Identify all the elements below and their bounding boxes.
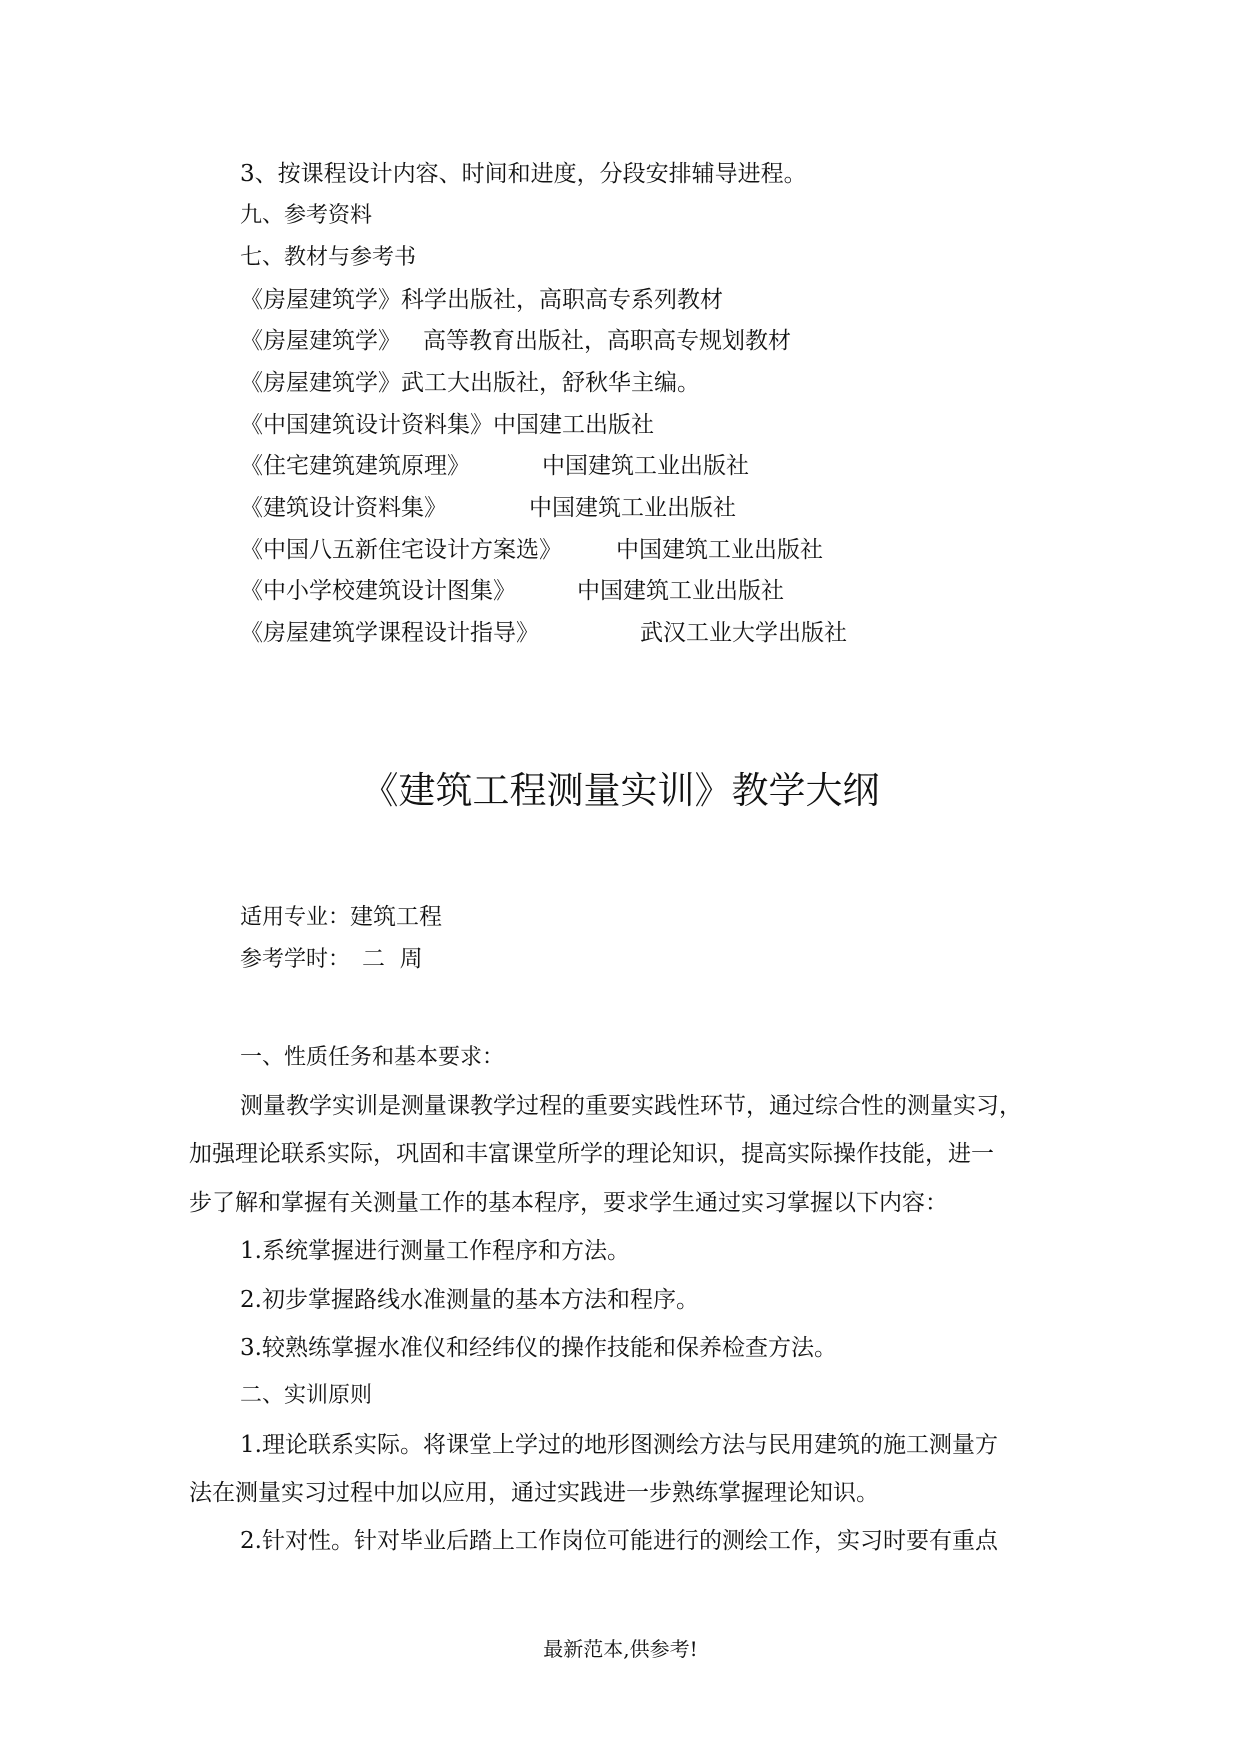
- hours-line: [240, 944, 423, 975]
- list-item: 2.初步掌握路线水准测量的基本方法和程序。: [240, 1287, 699, 1313]
- reference-publisher: 科学出版社，高职高专系列教材: [401, 287, 723, 313]
- reference-title: 《房屋建筑学》: [240, 370, 401, 396]
- major-label: 适用专业：: [240, 905, 351, 930]
- reference-item: [240, 410, 654, 440]
- reference-title: 《房屋建筑学课程设计指导》: [240, 620, 539, 646]
- reference-item: [240, 535, 940, 565]
- list-item-3: 3、按课程设计内容、时间和进度，分段安排辅导进程。: [240, 161, 807, 187]
- reference-item: [240, 285, 723, 315]
- reference-title: 《中小学校建筑设计图集》: [240, 578, 516, 604]
- reference-item: [240, 493, 940, 523]
- paragraph-line: 测量教学实训是测量课教学过程的重要实践性环节，通过综合性的测量实习，: [240, 1093, 1022, 1119]
- reference-publisher: 中国建筑工业出版社: [529, 495, 736, 521]
- section-heading-references: 九、参考资料: [240, 203, 373, 228]
- reference-title: 《中国八五新住宅设计方案选》: [240, 537, 562, 563]
- paragraph-line: 加强理论联系实际，巩固和丰富课堂所学的理论知识，提高实际操作技能，进一: [189, 1141, 994, 1167]
- hours-value: 二 周: [362, 946, 423, 972]
- reference-item: [240, 451, 940, 481]
- list-item: 3.较熟练掌握水准仪和经纬仪的操作技能和保养检查方法。: [240, 1335, 837, 1361]
- reference-publisher: 中国建筑工业出版社: [542, 453, 749, 479]
- document-title: 《建筑工程测量实训》教学大纲: [361, 769, 880, 812]
- section-heading-1: 一、性质任务和基本要求：: [240, 1045, 505, 1070]
- reference-item: [240, 618, 940, 648]
- reference-item: [240, 576, 940, 606]
- major-value: 建筑工程: [350, 904, 443, 930]
- list-item: 1.系统掌握进行测量工作程序和方法。: [240, 1238, 630, 1264]
- page-footer: 最新范本,供参考!: [543, 1637, 698, 1661]
- reference-title: 《住宅建筑建筑原理》: [240, 453, 470, 479]
- reference-publisher: 中国建工出版社: [493, 412, 654, 438]
- reference-publisher: 高等教育出版社，高职高专规划教材: [423, 328, 791, 354]
- reference-title: 《中国建筑设计资料集》: [240, 412, 493, 438]
- reference-publisher: 中国建筑工业出版社: [577, 578, 784, 604]
- reference-title: 《房屋建筑学》: [240, 287, 401, 313]
- paragraph-line: 步了解和掌握有关测量工作的基本程序，要求学生通过实习掌握以下内容：: [189, 1190, 948, 1216]
- reference-item: [240, 368, 700, 398]
- reference-publisher: 武汉工业大学出版社: [640, 620, 847, 646]
- section-heading-textbooks: 七、教材与参考书: [240, 245, 417, 270]
- reference-publisher: 武工大出版社，舒秋华主编。: [401, 370, 700, 396]
- hours-label: 参考学时：: [240, 947, 351, 972]
- reference-title: 《建筑设计资料集》: [240, 495, 447, 521]
- section-heading-2: 二、实训原则: [240, 1383, 373, 1408]
- reference-publisher: 中国建筑工业出版社: [616, 537, 823, 563]
- reference-title: 《房屋建筑学》: [240, 328, 401, 354]
- paragraph-line: 2.针对性。针对毕业后踏上工作岗位可能进行的测绘工作，实习时要有重点: [240, 1528, 998, 1554]
- paragraph-line: 1.理论联系实际。将课堂上学过的地形图测绘方法与民用建筑的施工测量方: [240, 1432, 998, 1458]
- reference-item: [240, 326, 940, 356]
- paragraph-line: 法在测量实习过程中加以应用，通过实践进一步熟练掌握理论知识。: [189, 1480, 879, 1506]
- major-line: [240, 902, 442, 933]
